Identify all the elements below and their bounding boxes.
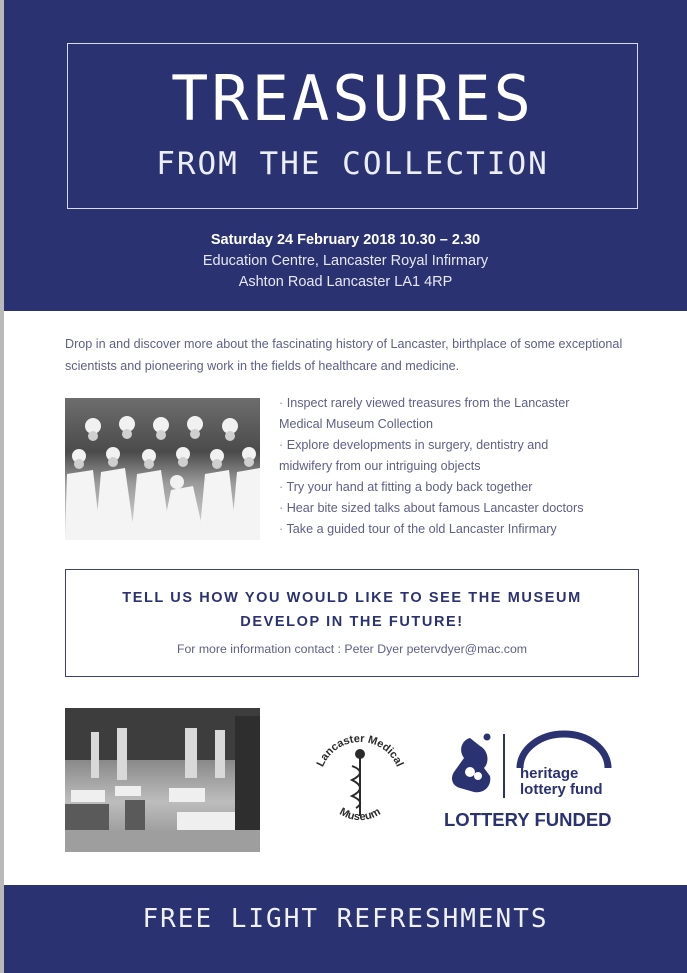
museum-logo-drawing xyxy=(308,722,412,830)
header-band xyxy=(4,0,687,311)
heritage-lottery-fund-logo xyxy=(440,728,620,832)
activity-list xyxy=(279,393,639,540)
activity-text-cont: midwifery from our intriguing objects xyxy=(279,459,481,473)
activity-text: Take a guided tour of the old Lancaster Infirmary xyxy=(286,522,557,536)
activity-text: Inspect rarely viewed treasures from the Lancaster xyxy=(286,396,570,410)
bullet-dot: · xyxy=(279,522,284,536)
list-item xyxy=(279,393,639,435)
event-venue: Education Centre, Lancaster Royal Infirmary xyxy=(202,253,489,269)
ward-photo-drawing xyxy=(65,708,260,852)
list-item xyxy=(279,477,639,498)
bullet-dot: · xyxy=(279,480,284,494)
activity-text: Try your hand at fitting a body back together xyxy=(286,480,533,494)
event-address: Ashton Road Lancaster LA1 4RP xyxy=(238,274,453,290)
lancaster-medical-museum-logo xyxy=(308,722,412,830)
feedback-box xyxy=(65,569,639,677)
activity-text: Explore developments in surgery, dentistry and xyxy=(286,438,549,452)
contact-info: For more information contact : Peter Dyer petervdyer@mac.com xyxy=(176,642,528,656)
intro-paragraph: Drop in and discover more about the fascinating history of Lancaster, birthplace of some exceptional scientists and pioneering work in the fields of healthcare and medicine. xyxy=(65,337,623,373)
museum-logo-top-text: Lancaster Medical xyxy=(314,732,406,769)
bullet-dot: · xyxy=(279,396,284,410)
event-date: Saturday 24 February 2018 10.30 – 2.30 xyxy=(210,232,481,248)
hlf-lottery-fund-text: lottery fund xyxy=(520,781,603,798)
title-frame xyxy=(67,43,638,209)
refreshments-banner: FREE LIGHT REFRESHMENTS xyxy=(142,904,549,934)
infirmary-ward-photo xyxy=(65,708,260,852)
list-item xyxy=(279,435,639,477)
hlf-logo-drawing xyxy=(440,728,620,832)
feedback-heading-line2: DEVELOP IN THE FUTURE! xyxy=(240,614,464,630)
list-item xyxy=(279,519,639,540)
bullet-dot: · xyxy=(279,438,284,452)
bullet-dot: · xyxy=(279,501,284,515)
poster-subtitle: FROM THE COLLECTION xyxy=(156,146,549,182)
footer-band xyxy=(4,885,687,973)
museum-logo-bottom-text: Museum xyxy=(337,805,383,824)
lottery-funded-text: LOTTERY FUNDED xyxy=(444,809,612,830)
list-item xyxy=(279,498,639,519)
nurses-photo xyxy=(65,398,260,540)
poster-title: TREASURES xyxy=(171,62,534,135)
nurses-photo-drawing xyxy=(65,398,260,540)
hlf-heritage-text: heritage xyxy=(520,765,579,782)
activity-text-cont: Medical Museum Collection xyxy=(279,417,433,431)
activity-text: Hear bite sized talks about famous Lancaster doctors xyxy=(286,501,584,515)
feedback-heading-line1: TELL US HOW YOU WOULD LIKE TO SEE THE MUSEUM xyxy=(122,590,582,606)
